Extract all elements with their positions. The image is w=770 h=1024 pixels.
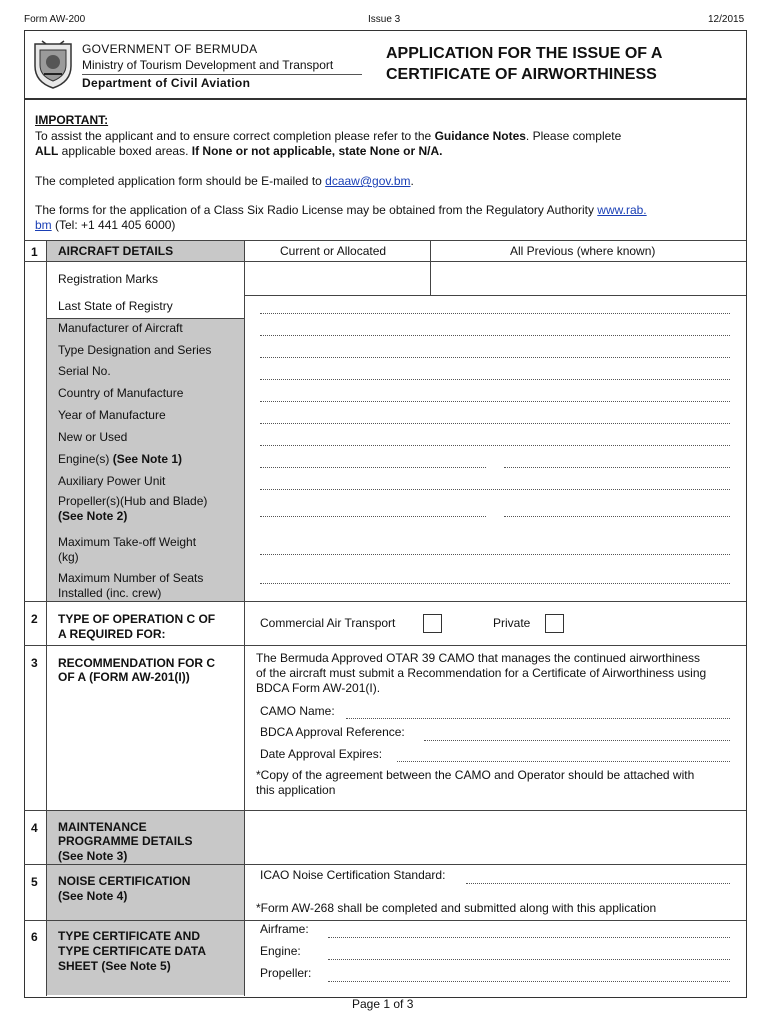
intro-paragraph-3 xyxy=(35,203,647,218)
s1-title: AIRCRAFT DETAILS xyxy=(58,244,174,258)
label-manufacturer: Manufacturer of Aircraft xyxy=(58,321,183,335)
country-field[interactable] xyxy=(260,401,730,402)
label-type-designation: Type Designation and Series xyxy=(58,343,212,357)
s6-title-line3: SHEET (See Note 5) xyxy=(58,959,171,973)
s4-title-line3: (See Note 3) xyxy=(58,849,128,863)
engine-label: Engine: xyxy=(260,944,301,958)
guidance-notes-text: Guidance Notes xyxy=(434,129,526,143)
s1-number: 1 xyxy=(31,245,38,259)
s5-number: 5 xyxy=(31,875,38,889)
label-apu: Auxiliary Power Unit xyxy=(58,474,166,488)
last-state-field[interactable] xyxy=(260,313,730,314)
form-date: 12/2015 xyxy=(708,14,745,25)
s2-title-line1: TYPE OF OPERATION C OF xyxy=(58,612,216,626)
label-mtow: Maximum Take-off Weight xyxy=(58,535,197,549)
label-max-seats: Maximum Number of Seats xyxy=(58,571,204,585)
s5-top-line xyxy=(24,864,746,865)
maintenance-programme-field[interactable] xyxy=(246,812,744,863)
camo-name-field[interactable] xyxy=(346,718,730,719)
icao-field[interactable] xyxy=(466,883,730,884)
label-column-line xyxy=(244,240,245,996)
s3-title-line1: RECOMMENDATION FOR C xyxy=(58,656,216,670)
new-used-field[interactable] xyxy=(260,445,730,446)
propellers-note: (See Note 2) xyxy=(58,509,128,523)
engines-text: Engine(s) xyxy=(58,452,113,466)
s3-text-line2: of the aircraft must submit a Recommendation for a Certificate of Airworthiness using xyxy=(256,666,707,680)
camo-name-label: CAMO Name: xyxy=(260,704,335,718)
s3-text-line3: BDCA Form AW-201(I). xyxy=(256,681,381,695)
intro-paragraph-3b xyxy=(35,218,175,233)
manufacturer-field[interactable] xyxy=(260,335,730,336)
s6-top-line xyxy=(24,920,746,921)
reg-marks-bottom-line xyxy=(244,295,746,296)
bermuda-crest-icon xyxy=(32,40,74,90)
gov-divider xyxy=(82,74,362,75)
intro-text: The forms for the application of a Class Six Radio License may be obtained from the Regulatory Authority xyxy=(35,203,598,217)
s6-title-line1: TYPE CERTIFICATE AND xyxy=(58,929,201,943)
s1-col-divider xyxy=(430,240,431,296)
expires-label: Date Approval Expires: xyxy=(260,747,383,761)
issue-number: Issue 3 xyxy=(368,14,401,25)
intro-paragraph-1b xyxy=(35,144,442,159)
s4-number: 4 xyxy=(31,821,38,835)
commercial-label: Commercial Air Transport xyxy=(260,616,396,630)
last-state-line xyxy=(46,318,244,319)
s4-top-line xyxy=(24,810,746,811)
commercial-checkbox[interactable] xyxy=(423,614,442,633)
intro-text: . Please complete xyxy=(525,129,622,143)
bdca-ref-label: BDCA Approval Reference: xyxy=(260,725,405,739)
mtow-field[interactable] xyxy=(260,554,730,555)
type-designation-field[interactable] xyxy=(260,357,730,358)
intro-text: . xyxy=(410,174,414,188)
icao-label: ICAO Noise Certification Standard: xyxy=(260,868,446,882)
important-heading: IMPORTANT: xyxy=(35,113,109,127)
intro-text: applicable boxed areas. xyxy=(58,144,192,158)
propeller-label: Propeller: xyxy=(260,966,312,980)
intro-text: (Tel: +1 441 405 6000) xyxy=(51,218,176,232)
label-serial-no: Serial No. xyxy=(58,364,111,378)
s2-title-line2: A REQUIRED FOR: xyxy=(58,627,166,641)
s5-title-line2: (See Note 4) xyxy=(58,889,128,903)
s1-col-current: Current or Allocated xyxy=(280,244,387,258)
label-last-state: Last State of Registry xyxy=(58,299,173,313)
apu-field[interactable] xyxy=(260,489,730,490)
intro-paragraph-1 xyxy=(35,129,621,144)
propeller-1-field[interactable] xyxy=(260,516,486,517)
s3-title-line2: OF A (FORM AW-201(I)) xyxy=(58,670,190,684)
s3-number: 3 xyxy=(31,656,38,670)
airframe-label: Airframe: xyxy=(260,922,309,936)
propeller-2-field[interactable] xyxy=(504,516,730,517)
page-number: Page 1 of 3 xyxy=(352,997,414,1011)
airframe-field[interactable] xyxy=(328,937,730,938)
propeller-field[interactable] xyxy=(328,981,730,982)
registration-current-field[interactable] xyxy=(246,263,428,294)
label-year: Year of Manufacture xyxy=(58,408,166,422)
intro-paragraph-2 xyxy=(35,174,414,189)
intro-text: The completed application form should be E-mailed to xyxy=(35,174,326,188)
form-title-line2: CERTIFICATE OF AIRWORTHINESS xyxy=(386,66,657,83)
s3-note-line2: this application xyxy=(256,783,336,797)
s3-note-line1: *Copy of the agreement between the CAMO and Operator should be attached with xyxy=(256,768,695,782)
s6-number: 6 xyxy=(31,930,38,944)
ministry-name: Ministry of Tourism Development and Transport xyxy=(82,58,334,72)
s2-top-line xyxy=(24,601,746,602)
private-checkbox[interactable] xyxy=(545,614,564,633)
engine-2-field[interactable] xyxy=(504,467,730,468)
all-text: ALL xyxy=(35,144,59,158)
email-link[interactable]: dcaaw@gov.bm xyxy=(325,174,411,188)
bdca-ref-field[interactable] xyxy=(424,740,730,741)
s3-text-line1: The Bermuda Approved OTAR 39 CAMO that manages the continued airworthiness xyxy=(256,651,701,665)
none-na-text: If None or not applicable, state None or N/A. xyxy=(191,144,443,158)
s6-title-line2: TYPE CERTIFICATE DATA xyxy=(58,944,206,958)
private-label: Private xyxy=(493,616,531,630)
s5-note: *Form AW-268 shall be completed and submitted along with this application xyxy=(256,901,657,915)
engine-1-field[interactable] xyxy=(260,467,486,468)
intro-text: To assist the applicant and to ensure correct completion please refer to the xyxy=(35,129,435,143)
year-field[interactable] xyxy=(260,423,730,424)
label-propellers: Propeller(s)(Hub and Blade) xyxy=(58,494,208,508)
s4-title-line1: MAINTENANCE xyxy=(58,820,147,834)
s3-top-line xyxy=(24,645,746,646)
label-max-seats-sub: Installed (inc. crew) xyxy=(58,586,162,600)
registration-previous-field[interactable] xyxy=(432,263,744,294)
form-number: Form AW-200 xyxy=(24,14,86,25)
label-country: Country of Manufacture xyxy=(58,386,184,400)
rab-link[interactable]: www.rab. xyxy=(597,203,647,217)
s1-header-line xyxy=(24,261,746,262)
label-engines xyxy=(58,452,182,467)
expires-field[interactable] xyxy=(397,761,730,762)
label-new-used: New or Used xyxy=(58,430,128,444)
s2-number: 2 xyxy=(31,612,38,626)
engines-note: (See Note 1) xyxy=(112,452,183,466)
rab-link-cont[interactable]: bm xyxy=(35,218,52,232)
department-name: Department of Civil Aviation xyxy=(82,76,251,90)
max-seats-field[interactable] xyxy=(260,583,730,584)
label-registration-marks: Registration Marks xyxy=(58,272,159,286)
label-mtow-unit: (kg) xyxy=(58,550,79,564)
gov-name: GOVERNMENT OF BERMUDA xyxy=(82,42,258,56)
serial-no-field[interactable] xyxy=(260,379,730,380)
form-title-line1: APPLICATION FOR THE ISSUE OF A xyxy=(386,45,663,62)
s4-title-line2: PROGRAMME DETAILS xyxy=(58,834,193,848)
s1-col-previous: All Previous (where known) xyxy=(510,244,656,258)
s5-title-line1: NOISE CERTIFICATION xyxy=(58,874,191,888)
engine-field[interactable] xyxy=(328,959,730,960)
